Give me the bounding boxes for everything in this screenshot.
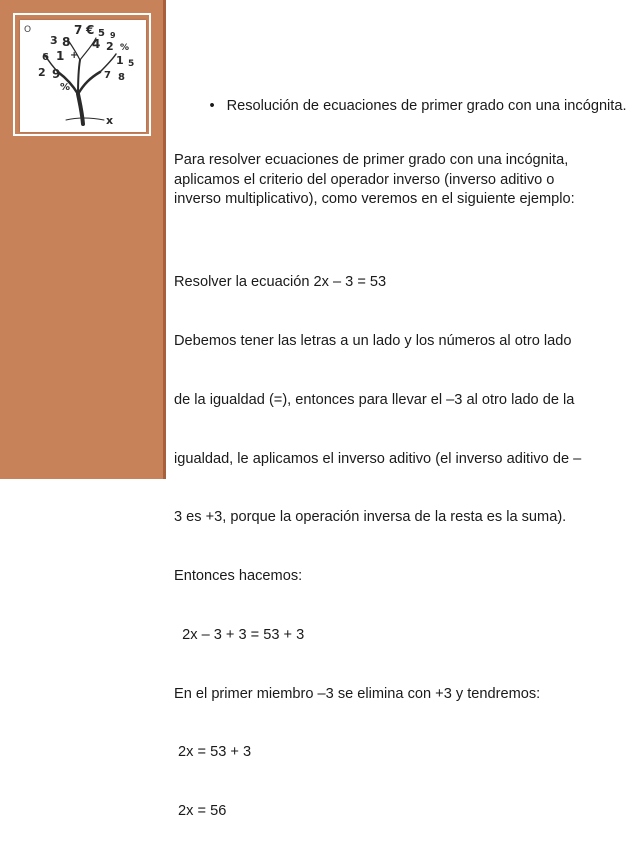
example-line: Resolver la ecuación 2x – 3 = 53 <box>174 274 387 291</box>
example-line: Entonces hacemos: <box>174 568 303 585</box>
tree-glyph: 2 <box>38 66 46 79</box>
number-tree-illustration <box>20 20 146 132</box>
tree-glyph: 3 <box>50 34 58 47</box>
tree-glyph: 2 <box>106 40 114 53</box>
example-line: 3 es +3, porque la operación inversa de la resta es la suma). <box>174 509 567 526</box>
example-line: igualdad, le aplicamos el inverso aditivo (el inverso aditivo de – <box>174 450 582 467</box>
tree-glyphs <box>38 23 134 127</box>
example-line: Debemos tener las letras a un lado y los números al otro lado <box>174 332 572 349</box>
equation-line: 2x = 56 <box>174 803 227 820</box>
tree-glyph: 1 <box>116 54 124 67</box>
sidebar-edge <box>163 0 166 479</box>
tree-glyph: 7 <box>74 23 83 37</box>
tree-glyph: 9 <box>52 67 61 81</box>
slide-title <box>208 97 628 117</box>
tree-glyph: 1 <box>56 49 65 63</box>
intro-paragraph <box>174 151 575 210</box>
tree-glyph: x <box>106 114 114 127</box>
intro-line: aplicamos el criterio del operador inverso (inverso aditivo o <box>174 171 555 188</box>
tree-glyph: 8 <box>118 72 125 83</box>
tree-glyph: + <box>70 50 79 61</box>
tree-glyph: 7 <box>104 70 111 81</box>
example-line: En el primer miembro –3 se elimina con +3 y tendremos: <box>174 685 541 702</box>
example-line: de la igualdad (=), entonces para llevar el –3 al otro lado de la <box>174 391 575 408</box>
tree-glyph: 6 <box>42 52 49 63</box>
tree-glyph: 9 <box>110 31 116 40</box>
tree-glyph: 5 <box>98 28 105 39</box>
slide-title-text: Resolución de ecuaciones de primer grado con una incógnita. <box>226 98 627 114</box>
svg-text:O: O <box>24 25 32 35</box>
tree-glyph: 8 <box>62 35 71 49</box>
equation-line: 2x – 3 + 3 = 53 + 3 <box>174 626 305 643</box>
tree-glyph: % <box>60 82 71 93</box>
intro-line: inverso multiplicativo), como veremos en el siguiente ejemplo: <box>174 191 575 208</box>
equation-line: 2x = 53 + 3 <box>174 744 252 761</box>
example-paragraph <box>174 234 581 861</box>
intro-line: Para resolver ecuaciones de primer grado con una incógnita, <box>174 152 569 168</box>
tree-glyph: % <box>120 43 130 53</box>
tree-glyph: € <box>86 23 95 37</box>
tree-glyph: 4 <box>92 37 101 51</box>
tree-glyph: 5 <box>128 59 135 69</box>
bullet-icon: • <box>209 98 215 114</box>
